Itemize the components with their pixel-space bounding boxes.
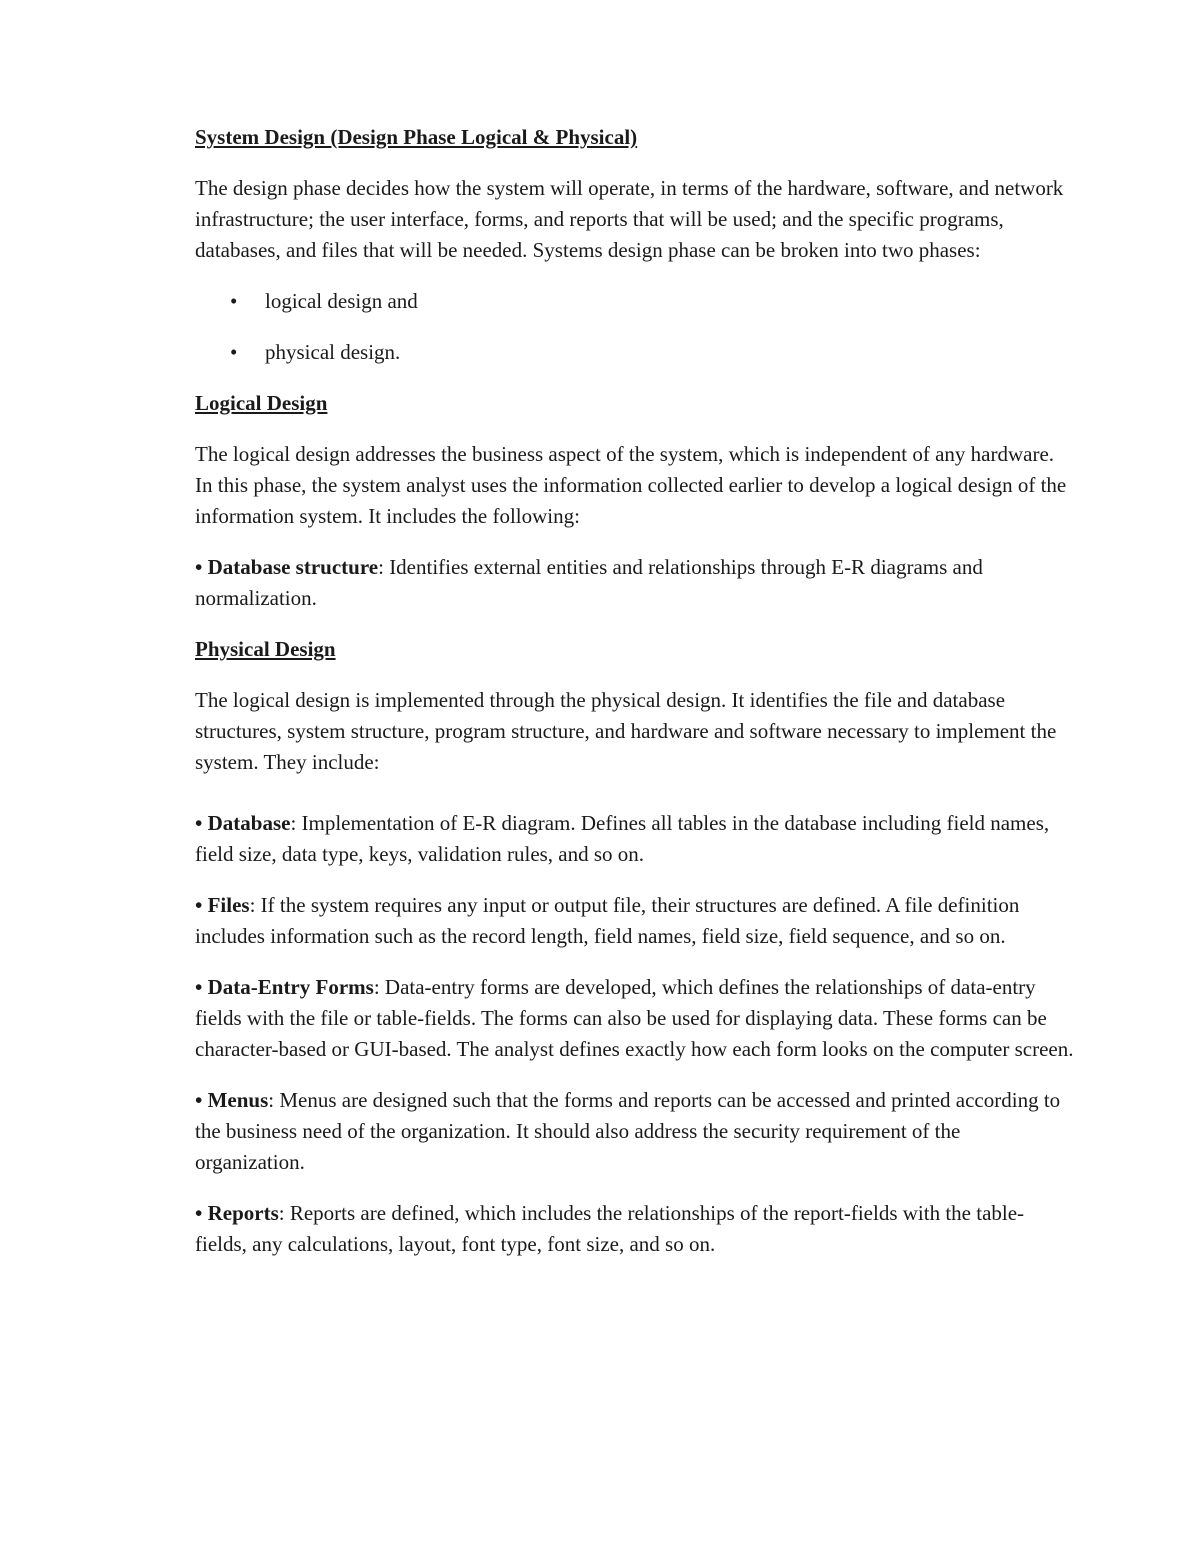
list-item-menus [195,1085,1075,1178]
list-item-database [195,808,1075,870]
paragraph-logical-design-intro: The logical design addresses the business aspect of the system, which is independent of any hardware. In this phase, the system analyst uses the information collected earlier to develop a logical design of the information system. It includes the following: [195,442,1067,528]
paragraph-design-phase-intro: The design phase decides how the system will operate, in terms of the hardware, software, and network infrastructure; the user interface, forms, and reports that will be used; and the specific programs, databases, and files that will be needed. Systems design phase can be broken into two phases: [195,176,1064,262]
list-item-reports [195,1198,1075,1260]
bullet-icon: • [230,340,238,364]
item-term: • Database structure [195,555,379,579]
bullet-list-design-phases [195,286,1075,368]
list-item-text: physical design. [265,340,401,364]
item-text: : Data-entry forms are developed, which defines the relationships of data-entry fields with the file or table-fields. The forms can also be used for displaying data. These forms can be character-based or GUI-based. The analyst defines exactly how each form looks on the computer screen. [195,975,1074,1061]
item-term: • Menus [195,1088,269,1112]
list-item-database-structure [195,552,1075,614]
item-text: : If the system requires any input or output file, their structures are defined. A file definition includes information such as the record length, field names, field size, field sequence, and so on. [195,893,1020,948]
list-item [195,286,1075,317]
list-item-files [195,890,1075,952]
list-item-text: logical design and [265,289,418,313]
item-term: • Files [195,893,250,917]
item-text: : Implementation of E-R diagram. Defines all tables in the database including field names, field size, data type, keys, validation rules, and so on. [195,811,1050,866]
section-heading-physical-design: Physical Design [195,637,336,661]
bullet-icon: • [230,289,238,313]
item-term: • Reports [195,1201,279,1225]
item-text: : Identifies external entities and relationships through E-R diagrams and normalization. [195,555,983,610]
item-term: • Database [195,811,291,835]
document-page [195,122,1075,1280]
item-term: • Data-Entry Forms [195,975,374,999]
list-item-data-entry-forms [195,972,1075,1065]
item-text: : Menus are designed such that the forms and reports can be accessed and printed according to the business need of the organization. It should also address the security requirement of the organization. [195,1088,1061,1174]
item-text: : Reports are defined, which includes the relationships of the report-fields with the table-fields, any calculations, layout, font type, font size, and so on. [195,1201,1025,1256]
paragraph-physical-design-intro: The logical design is implemented through the physical design. It identifies the file and database structures, system structure, program structure, and hardware and software necessary to implement the system. They include: [195,688,1057,774]
section-heading-system-design: System Design (Design Phase Logical & Physical) [195,125,638,149]
list-item [195,337,1075,368]
section-heading-logical-design: Logical Design [195,391,328,415]
